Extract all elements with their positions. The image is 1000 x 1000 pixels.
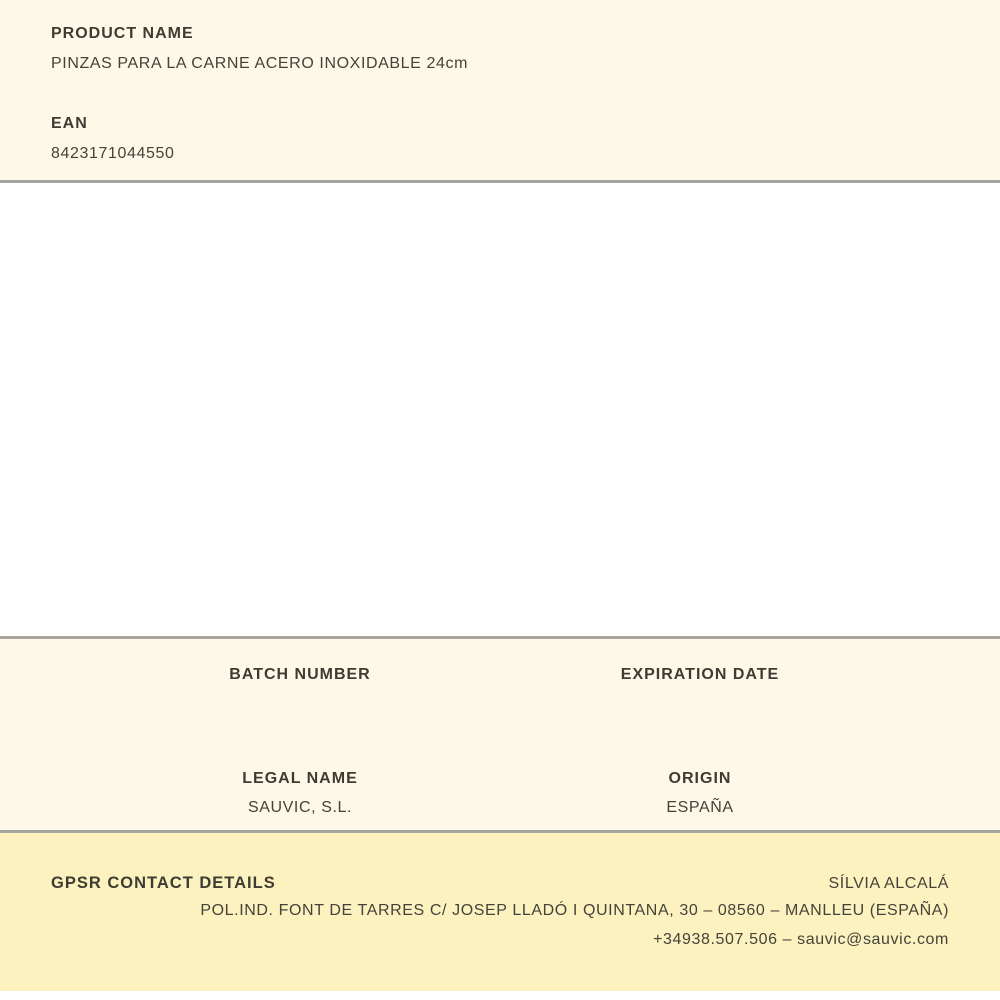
product-name-value: PINZAS PARA LA CARNE ACERO INOXIDABLE 24cm xyxy=(51,55,469,72)
ean-label: EAN xyxy=(51,115,88,132)
legal-name-label: LEGAL NAME xyxy=(242,770,358,787)
expiration-date-value xyxy=(500,695,900,713)
expiration-date-field xyxy=(500,667,900,713)
legal-name-value: SAUVIC, S.L. xyxy=(247,799,353,816)
expiration-date-label: EXPIRATION DATE xyxy=(620,666,780,683)
contact-address: POL.IND. FONT DE TARRES C/ JOSEP LLADÓ I QUINTANA, 30 – 08560 – MANLLEU (ESPAÑA) xyxy=(200,902,949,919)
batch-number-field xyxy=(100,667,500,713)
product-name-label: PRODUCT NAME xyxy=(51,25,194,42)
legal-name-field xyxy=(100,771,500,817)
product-header-section xyxy=(0,0,1000,183)
contact-phone-email: +34938.507.506 – sauvic@sauvic.com xyxy=(653,931,949,948)
gpsr-contact-heading: GPSR CONTACT DETAILS xyxy=(51,874,276,892)
detail-row-batch-expiration xyxy=(100,667,900,713)
origin-field xyxy=(500,771,900,817)
origin-label: ORIGIN xyxy=(668,770,732,787)
batch-number-value xyxy=(100,695,500,713)
ean-value: 8423171044550 xyxy=(51,145,175,162)
product-image-area xyxy=(0,183,1000,639)
product-details-section xyxy=(0,639,1000,833)
contact-heading-row xyxy=(51,875,949,892)
gpsr-contact-section xyxy=(0,833,1000,991)
detail-row-legal-origin xyxy=(100,771,900,817)
batch-number-label: BATCH NUMBER xyxy=(229,666,371,683)
contact-person-name: SÍLVIA ALCALÁ xyxy=(828,875,949,892)
origin-value: ESPAÑA xyxy=(666,799,734,816)
